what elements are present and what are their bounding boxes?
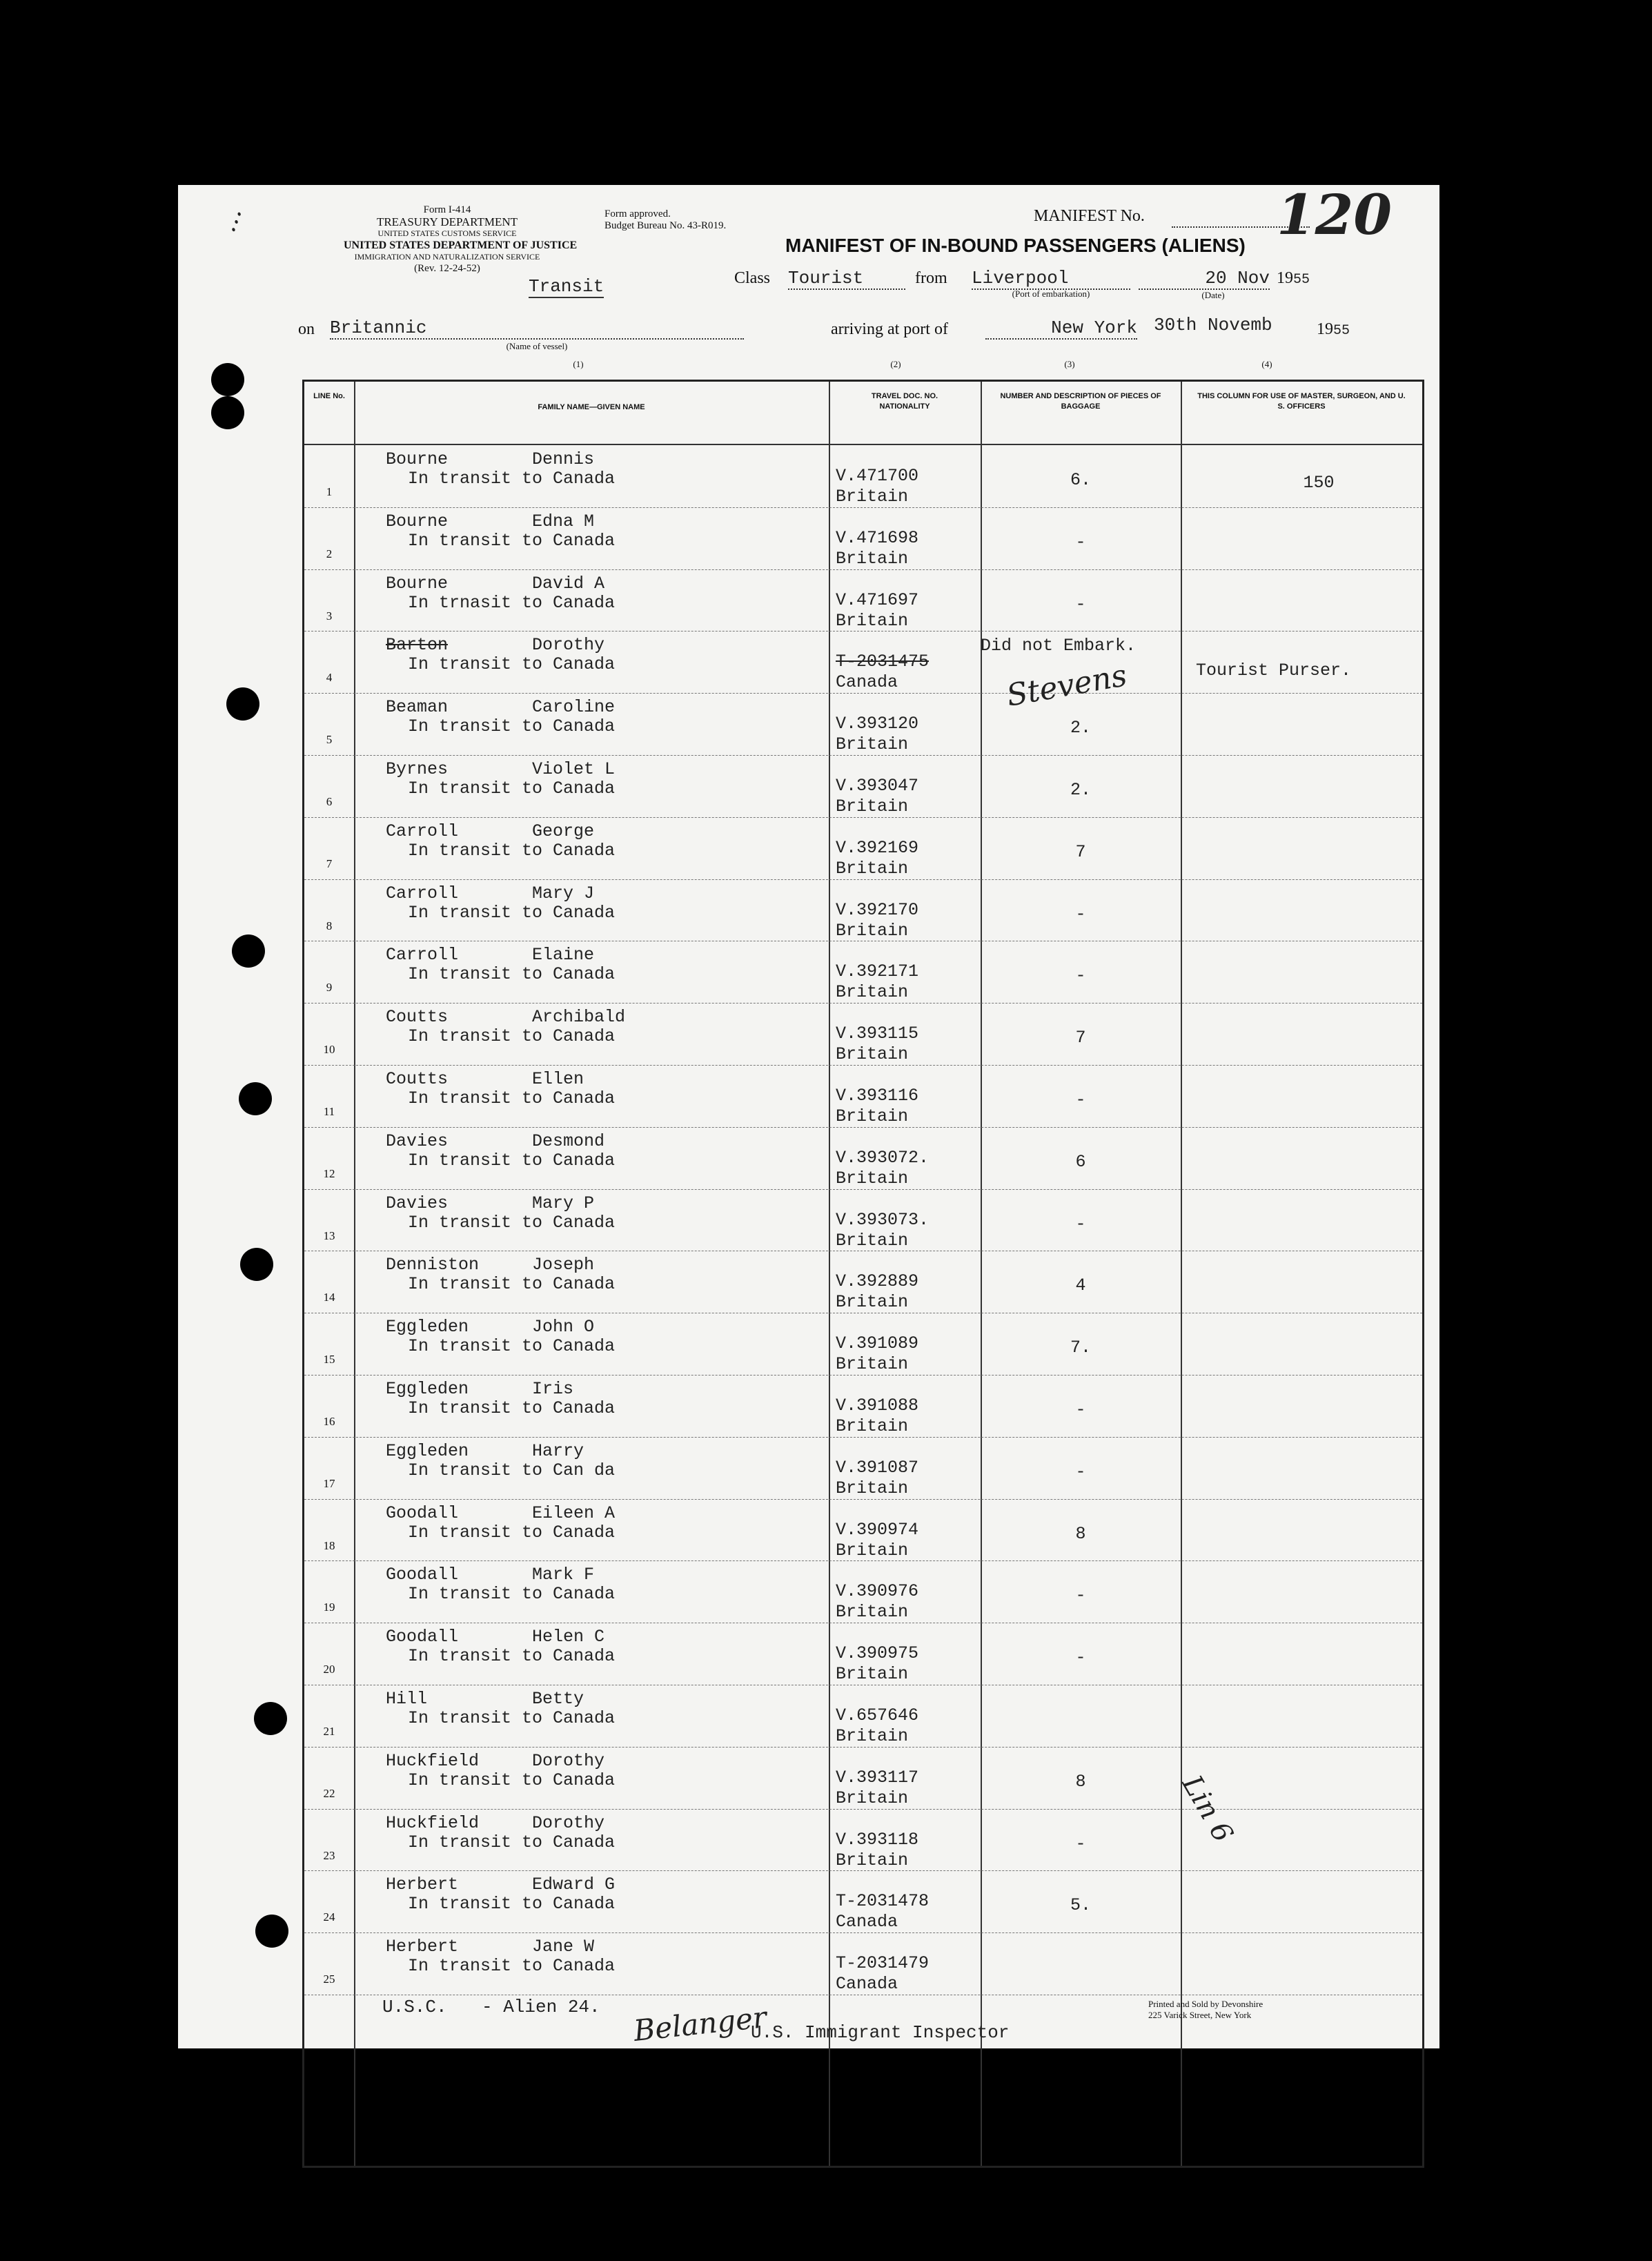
nationality: Britain	[836, 920, 909, 941]
travel-doc-number: V.471700	[836, 466, 919, 486]
line-number: 23	[323, 1848, 335, 1862]
family-name: Denniston	[386, 1255, 480, 1275]
travel-doc-number: V.471698	[836, 527, 919, 548]
manifest-number-label: MANIFEST No.	[1034, 207, 1145, 225]
col-header-name: FAMILY NAME—GIVEN NAME	[538, 403, 645, 411]
punch-hole	[239, 1082, 272, 1115]
baggage-count: -	[1075, 1213, 1086, 1234]
from-label: from	[915, 269, 947, 287]
punch-hole	[254, 1702, 287, 1735]
travel-doc-number: V.391087	[836, 1457, 919, 1478]
family-name: Carroll	[386, 821, 459, 841]
customs-service: UNITED STATES CUSTOMS SERVICE	[377, 228, 517, 238]
footer-usc: U.S.C.	[382, 1997, 447, 2017]
baggage-count: 7	[1075, 1028, 1086, 1048]
family-name: Coutts	[386, 1069, 449, 1089]
given-name: Caroline	[532, 697, 616, 718]
transit-note: In transit to Canada	[408, 1398, 616, 1418]
vessel-caption: (Name of vessel)	[506, 341, 568, 351]
col-divider	[1181, 382, 1182, 2166]
transit-note: In transit to Canada	[408, 1894, 616, 1915]
family-name: Bourne	[386, 449, 449, 469]
arrival-year-prefix: 19	[1317, 320, 1333, 338]
baggage-count: 8	[1075, 1523, 1086, 1544]
baggage-count: -	[1075, 531, 1086, 552]
col-header-officers: THIS COLUMN FOR USE OF MASTER, SURGEON, AND U. S. OFFICERS	[1197, 392, 1406, 411]
row-separator	[304, 879, 1422, 880]
family-name: Davies	[386, 1130, 449, 1151]
family-name: Herbert	[386, 1875, 459, 1895]
row-separator	[304, 693, 1422, 694]
nationality: Canada	[836, 1974, 898, 1995]
family-name: Eggleden	[386, 1440, 469, 1461]
inspector-signature: Belanger	[631, 2000, 769, 2048]
row-separator	[304, 1870, 1422, 1871]
travel-doc-number: V.392889	[836, 1271, 919, 1292]
class-value: Tourist	[788, 268, 905, 290]
row-separator	[304, 1375, 1422, 1376]
family-name: Barton	[386, 635, 449, 656]
given-name: Archibald	[532, 1007, 626, 1028]
printer-note	[1148, 1999, 1263, 2021]
form-number: Form I-414	[423, 204, 471, 215]
nationality: Britain	[836, 1726, 909, 1746]
nationality: Britain	[836, 1168, 909, 1188]
printer-line-1: Printed and Sold by Devonshire	[1148, 1999, 1263, 2009]
family-name: Davies	[386, 1193, 449, 1213]
line-number: 3	[326, 609, 333, 623]
line-number: 13	[323, 1229, 335, 1242]
given-name: Mary J	[532, 883, 595, 903]
line-number: 15	[323, 1353, 335, 1367]
baggage-count: -	[1075, 903, 1086, 924]
family-name: Eggleden	[386, 1317, 469, 1338]
class-label: Class	[734, 269, 771, 287]
line-number: 6	[326, 795, 333, 808]
on-label: on	[298, 320, 315, 338]
row-separator	[304, 1747, 1422, 1748]
line-number: 22	[323, 1786, 335, 1800]
nationality: Britain	[836, 1416, 909, 1436]
manifest-number: 120	[1277, 182, 1392, 247]
travel-doc-number: T-2031478	[836, 1891, 930, 1912]
given-name: Helen C	[532, 1627, 605, 1647]
transit-note: In transit to Canada	[408, 1522, 616, 1543]
baggage-count: 7	[1075, 841, 1086, 862]
line-number: 17	[323, 1476, 335, 1490]
line-number: 21	[323, 1725, 335, 1738]
line-number: 19	[323, 1601, 335, 1614]
baggage-count: 2.	[1070, 780, 1091, 800]
row-separator	[304, 569, 1422, 570]
line-number: 11	[323, 1105, 335, 1118]
family-name: Goodall	[386, 1503, 459, 1523]
nationality: Britain	[836, 1540, 909, 1560]
line-number: 5	[326, 733, 333, 747]
nationality: Britain	[836, 487, 909, 507]
baggage-count: 7.	[1070, 1338, 1091, 1358]
purser-signature: Stevens	[1003, 658, 1130, 714]
given-name: Mark F	[532, 1565, 595, 1585]
punch-hole	[211, 396, 244, 429]
baggage-count: -	[1075, 1585, 1086, 1606]
line-number: 18	[323, 1538, 335, 1552]
line-number: 10	[323, 1043, 335, 1057]
line-number: 14	[323, 1291, 335, 1304]
given-name: Ellen	[532, 1069, 584, 1089]
col-number-1: (1)	[573, 359, 584, 369]
travel-doc-number: V.393116	[836, 1086, 919, 1106]
revision: (Rev. 12-24-52)	[414, 263, 480, 274]
given-name: Violet L	[532, 759, 616, 779]
transit-note: In transit to Canada	[408, 1026, 616, 1047]
travel-doc-number: V.393117	[836, 1767, 919, 1788]
given-name: Mary P	[532, 1193, 595, 1213]
transit-note: In transit to Canada	[408, 779, 616, 799]
passenger-table	[302, 380, 1424, 2168]
travel-doc-number: V.393115	[836, 1024, 919, 1044]
travel-doc-number: V.390974	[836, 1519, 919, 1540]
transit-note: In transit to Canada	[408, 469, 616, 489]
arrival-year	[1317, 320, 1350, 339]
row-separator	[304, 507, 1422, 508]
nationality: Britain	[836, 1354, 909, 1375]
budget-text: Budget Bureau No. 43-R019.	[604, 220, 727, 231]
line-number: 2	[326, 547, 333, 560]
row-separator	[304, 1065, 1422, 1066]
punch-hole	[211, 363, 244, 396]
col-header-doc: TRAVEL DOC. NO. NATIONALITY	[871, 392, 938, 411]
baggage-count: Did not Embark.	[981, 636, 1137, 656]
line-number: 12	[323, 1166, 335, 1180]
given-name: Desmond	[532, 1130, 605, 1151]
departure-year-prefix: 19	[1277, 269, 1293, 287]
travel-doc-number: T-2031479	[836, 1953, 930, 1974]
justice-department: UNITED STATES DEPARTMENT OF JUSTICE	[344, 239, 578, 251]
baggage-count: -	[1075, 1461, 1086, 1482]
transit-note: In transit to Canada	[408, 1336, 616, 1357]
row-separator	[304, 1932, 1422, 1933]
given-name: Joseph	[532, 1255, 595, 1275]
printer-line-2: 225 Varick Street, New York	[1148, 2010, 1252, 2020]
transit-note: In transit to Canada	[408, 902, 616, 923]
transit-note: In transit to Canada	[408, 1646, 616, 1667]
baggage-count: 6.	[1070, 470, 1091, 490]
arrival-year-suffix: 55	[1333, 323, 1350, 339]
departure-date: 20 Nov	[1139, 268, 1270, 290]
transit-stamp: Transit	[529, 276, 604, 297]
nationality: Britain	[836, 1478, 909, 1498]
line-number: 4	[326, 671, 333, 685]
family-name: Bourne	[386, 511, 449, 531]
transit-note: In transit to Can da	[408, 1460, 616, 1480]
officer-note: Tourist Purser.	[1196, 660, 1352, 681]
given-name: Betty	[532, 1689, 584, 1709]
travel-doc-number: V.392169	[836, 837, 919, 858]
given-name: Dorothy	[532, 1750, 605, 1771]
row-separator	[304, 1189, 1422, 1190]
arrival-port: New York	[985, 317, 1137, 340]
punch-hole	[226, 687, 259, 721]
given-name: Eileen A	[532, 1503, 616, 1523]
travel-doc-number: V.393072.	[836, 1147, 930, 1168]
nationality: Britain	[836, 610, 909, 631]
transit-note: In transit to Canada	[408, 654, 616, 675]
row-separator	[304, 755, 1422, 756]
baggage-count: -	[1075, 966, 1086, 986]
given-name: George	[532, 821, 595, 841]
family-name: Bourne	[386, 573, 449, 594]
transit-note: In transit to Canada	[408, 1770, 616, 1790]
transit-note: In transit to Canada	[408, 1584, 616, 1605]
family-name: Carroll	[386, 883, 459, 903]
baggage-count: 2.	[1070, 718, 1091, 738]
row-separator	[304, 817, 1422, 818]
departure-year-suffix: 55	[1293, 272, 1310, 288]
family-name: Coutts	[386, 1007, 449, 1028]
col-header-baggage: NUMBER AND DESCRIPTION OF PIECES OF BAGGAGE	[1000, 392, 1161, 411]
given-name: Dorothy	[532, 1812, 605, 1833]
transit-note: In transit to Canada	[408, 964, 616, 985]
line-number: 25	[323, 1973, 335, 1986]
travel-doc-number: V.391089	[836, 1333, 919, 1354]
given-name: Dennis	[532, 449, 595, 469]
form-header	[344, 204, 578, 275]
header-divider	[304, 444, 1422, 445]
travel-doc-number: V.393073.	[836, 1209, 930, 1230]
given-name: Edna M	[532, 511, 595, 531]
travel-doc-number: V.393120	[836, 714, 919, 734]
row-separator	[304, 1003, 1422, 1004]
punch-hole	[255, 1915, 288, 1948]
given-name: Elaine	[532, 945, 595, 966]
nationality: Britain	[836, 1230, 909, 1251]
nationality: Britain	[836, 1292, 909, 1313]
family-name: Goodall	[386, 1627, 459, 1647]
given-name: Edward G	[532, 1875, 616, 1895]
family-name: Hill	[386, 1689, 428, 1709]
nationality: Canada	[836, 1912, 898, 1932]
transit-note: In transit to Canada	[408, 1274, 616, 1295]
row-separator	[304, 1560, 1422, 1561]
handwritten-margin-note: …	[213, 203, 248, 237]
manifest-title: MANIFEST OF IN-BOUND PASSENGERS (ALIENS)	[785, 235, 1246, 256]
travel-doc-number: V.393047	[836, 776, 919, 796]
inspector-label: U.S. Immigrant Inspector	[751, 2022, 1010, 2043]
baggage-count: -	[1075, 594, 1086, 614]
nationality: Britain	[836, 1788, 909, 1808]
given-name: John O	[532, 1317, 595, 1338]
travel-doc-number: V.391088	[836, 1396, 919, 1416]
transit-note: In transit to Canada	[408, 1088, 616, 1108]
arriving-label: arriving at port of	[831, 320, 948, 338]
family-name: Beaman	[386, 697, 449, 718]
nationality: Britain	[836, 734, 909, 755]
travel-doc-number: V.392171	[836, 961, 919, 982]
travel-doc-number: V.657646	[836, 1705, 919, 1725]
line-number: 24	[323, 1910, 335, 1924]
family-name: Herbert	[386, 1937, 459, 1957]
transit-note: In trnasit to Canada	[408, 592, 616, 613]
line-number: 7	[326, 857, 333, 870]
col-number-4: (4)	[1261, 359, 1272, 369]
given-name: Jane W	[532, 1937, 595, 1957]
travel-doc-number: V.392170	[836, 899, 919, 920]
departure-year	[1277, 269, 1310, 288]
nationality: Britain	[836, 858, 909, 879]
travel-doc-number: V.390976	[836, 1581, 919, 1602]
vessel-name: Britannic	[330, 317, 744, 340]
baggage-count: -	[1075, 1400, 1086, 1420]
date-caption: (Date)	[1201, 290, 1225, 300]
handwritten-tally: Lin 6	[1175, 1770, 1239, 1848]
port-of-embarkation: Liverpool	[972, 268, 1130, 290]
col-divider	[829, 382, 830, 2166]
given-name: Dorothy	[532, 635, 605, 656]
department: TREASURY DEPARTMENT	[376, 215, 518, 228]
transit-note: In transit to Canada	[408, 530, 616, 551]
punch-hole	[232, 934, 265, 968]
nationality: Britain	[836, 1602, 909, 1623]
baggage-count: -	[1075, 1647, 1086, 1668]
line-number: 9	[326, 981, 333, 995]
transit-note: In transit to Canada	[408, 716, 616, 737]
transit-note: In transit to Canada	[408, 1212, 616, 1233]
row-separator	[304, 631, 1422, 632]
form-approval	[604, 208, 726, 232]
baggage-count: -	[1075, 1090, 1086, 1110]
baggage-count: 5.	[1070, 1895, 1091, 1916]
manifest-page	[178, 182, 1439, 2048]
travel-doc-number: V.471697	[836, 589, 919, 610]
family-name: Goodall	[386, 1565, 459, 1585]
arrival-date: 30th Novemb	[1154, 315, 1272, 335]
col-number-3: (3)	[1064, 359, 1075, 369]
ins-service: IMMIGRATION AND NATURALIZATION SERVICE	[354, 252, 540, 262]
row-separator	[304, 1437, 1422, 1438]
travel-doc-number: V.390975	[836, 1643, 919, 1664]
line-number: 8	[326, 919, 333, 932]
line-number: 20	[323, 1663, 335, 1676]
transit-note: In transit to Canada	[408, 1956, 616, 1977]
travel-doc-number: V.393118	[836, 1829, 919, 1850]
footer-alien-count: - Alien 24.	[482, 1997, 600, 2017]
nationality: Canada	[836, 672, 898, 693]
row-separator	[304, 1809, 1422, 1810]
transit-note: In transit to Canada	[408, 1832, 616, 1852]
baggage-count: 4	[1075, 1275, 1086, 1296]
transit-note: In transit to Canada	[408, 840, 616, 861]
given-name: Harry	[532, 1440, 584, 1461]
row-separator	[304, 1127, 1422, 1128]
family-name: Byrnes	[386, 759, 449, 779]
nationality: Britain	[836, 1664, 909, 1685]
col-header-line: LINE No.	[313, 392, 345, 400]
nationality: Britain	[836, 548, 909, 569]
nationality: Britain	[836, 1850, 909, 1870]
transit-note: In transit to Canada	[408, 1708, 616, 1728]
family-name: Carroll	[386, 945, 459, 966]
travel-doc-number: T-2031475	[836, 652, 930, 672]
family-name: Eggleden	[386, 1379, 469, 1399]
approval-text: Form approved.	[604, 208, 671, 219]
baggage-count: 6	[1075, 1151, 1086, 1172]
col-divider	[354, 382, 355, 2166]
line-number: 1	[326, 485, 333, 498]
officer-note: 150	[1303, 473, 1335, 493]
nationality: Britain	[836, 1106, 909, 1126]
col-number-2: (2)	[890, 359, 901, 369]
nationality: Britain	[836, 1044, 909, 1065]
line-number: 16	[323, 1415, 335, 1428]
transit-note: In transit to Canada	[408, 1150, 616, 1171]
family-name: Huckfield	[386, 1750, 480, 1771]
port-caption: (Port of embarkation)	[1012, 288, 1090, 299]
baggage-count: 8	[1075, 1771, 1086, 1792]
family-name: Huckfield	[386, 1812, 480, 1833]
nationality: Britain	[836, 982, 909, 1003]
given-name: David A	[532, 573, 605, 594]
baggage-count: -	[1075, 1833, 1086, 1854]
given-name: Iris	[532, 1379, 574, 1399]
punch-hole	[240, 1248, 273, 1281]
nationality: Britain	[836, 796, 909, 816]
row-separator	[304, 1499, 1422, 1500]
